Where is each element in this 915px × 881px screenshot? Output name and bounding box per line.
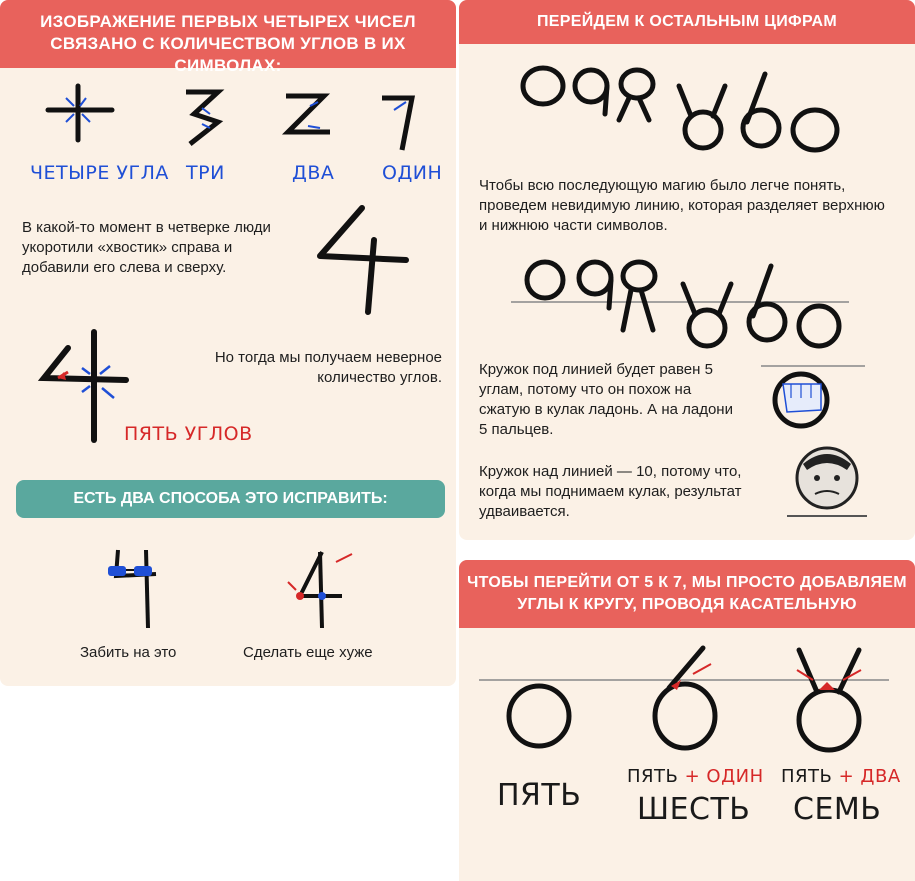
- option-worse: Сделать еще хуже: [243, 644, 373, 661]
- left-banner-line2: СВЯЗАНО С КОЛИЧЕСТВОМ УГЛОВ В ИХ СИМВОЛАХ:: [50, 34, 406, 75]
- left-banner: [0, 0, 456, 75]
- seven-formula-b: + ДВА: [838, 766, 901, 787]
- digit-one-drawing: [376, 88, 426, 158]
- label-one: ОДИН: [382, 162, 443, 184]
- seven-formula-a: ПЯТЬ: [781, 766, 833, 787]
- digit-three-drawing: [180, 84, 230, 154]
- right-paragraph-3: Кружок над линией — 10, потому что, когда мы поднимаем кулак, результат удваивается.: [479, 463, 742, 520]
- six-formula: [627, 766, 764, 787]
- left-banner-line1: ИЗОБРАЖЕНИЕ ПЕРВЫХ ЧЕТЫРЕХ ЧИСЕЛ: [40, 12, 416, 31]
- label-seven: СЕМЬ: [793, 792, 882, 827]
- label-five-corners: ПЯТЬ УГЛОВ: [124, 423, 253, 445]
- right-bottom-banner: [459, 560, 915, 628]
- fist-drawing: [757, 364, 867, 430]
- fix-banner: ЕСТЬ ДВА СПОСОБА ЭТО ИСПРАВИТЬ:: [16, 480, 445, 518]
- seven-formula: [781, 766, 901, 787]
- tangent-circles-drawing: [479, 644, 899, 754]
- meme-face-drawing: [787, 440, 867, 520]
- left-paragraph-1: В какой-то момент в четверке люди укоротили «хвостик» справа и добавили его слева и сверху.: [22, 219, 271, 276]
- label-four-corners: ЧЕТЫРЕ УГЛА: [30, 162, 169, 184]
- digit-two-drawing: [280, 88, 340, 148]
- left-card: [0, 0, 456, 686]
- right-paragraph-1: Чтобы всю последующую магию было легче понять, проведем невидимую линию, которая разделяет верхнюю и нижнюю части символов.: [479, 177, 885, 234]
- right-paragraph-2: Кружок под линией будет равен 5 углам, потому что он похож на сжатую в кулак ладонь. А на ладони 5 пальцев.: [479, 361, 733, 438]
- option-ignore: Забить на это: [80, 644, 177, 661]
- right-top-card: [459, 0, 915, 540]
- four-five-corners-drawing: [38, 328, 138, 446]
- label-five: ПЯТЬ: [497, 778, 582, 813]
- right-bottom-banner-line2: УГЛЫ К КРУГУ, ПРОВОДЯ КАСАТЕЛЬНУЮ: [517, 596, 857, 613]
- six-formula-b: + ОДИН: [684, 766, 764, 787]
- right-top-banner: ПЕРЕЙДЕМ К ОСТАЛЬНЫМ ЦИФРАМ: [459, 0, 915, 44]
- digits-row-1: [515, 64, 855, 156]
- six-formula-a: ПЯТЬ: [627, 766, 679, 787]
- right-bottom-card: [459, 560, 915, 881]
- label-three: ТРИ: [186, 162, 225, 184]
- digit-four-drawing: [40, 82, 120, 152]
- four-with-glasses-drawing: [104, 544, 164, 634]
- label-two: ДВА: [292, 162, 335, 184]
- digits-row-2-with-line: [511, 256, 851, 352]
- big-four-drawing: [310, 200, 420, 320]
- right-bottom-banner-line1: ЧТОБЫ ПЕРЕЙТИ ОТ 5 К 7, МЫ ПРОСТО ДОБАВЛЯЕМ: [467, 574, 907, 591]
- four-worse-drawing: [282, 544, 362, 634]
- left-paragraph-2: Но тогда мы получаем неверное количество углов.: [214, 349, 442, 386]
- label-six: ШЕСТЬ: [637, 792, 751, 827]
